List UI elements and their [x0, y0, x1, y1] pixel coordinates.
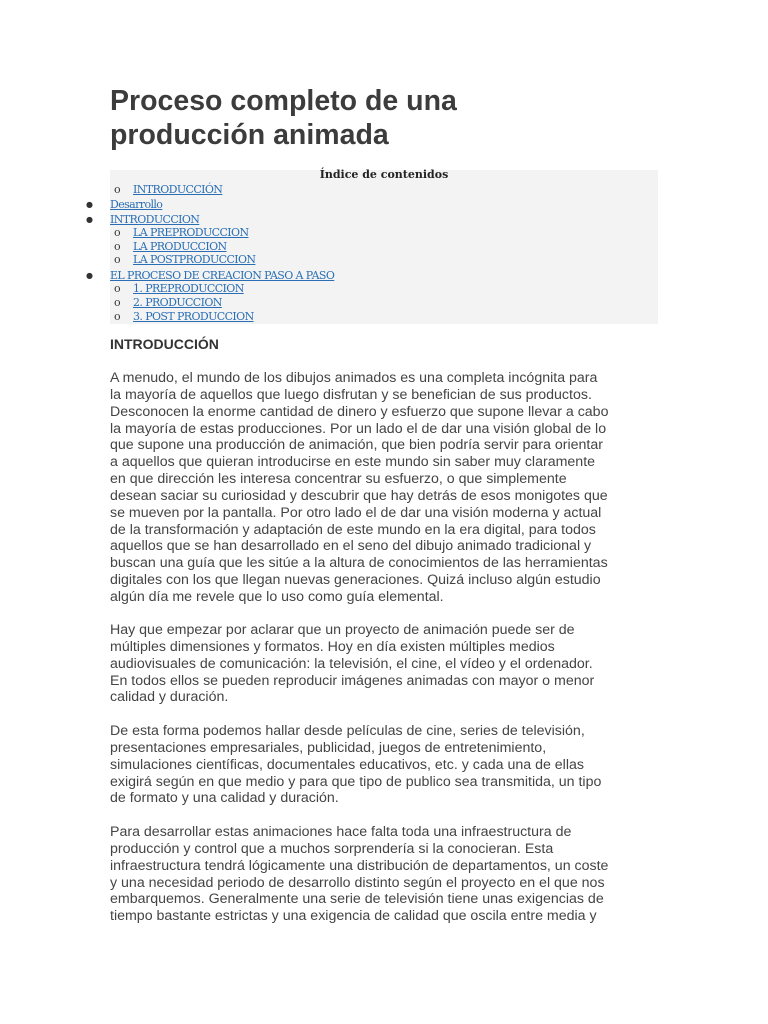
text-line: se mueven por la pantalla. Por otro lado el de dar una visión moderna y actual	[110, 504, 602, 521]
paragraph	[110, 723, 670, 807]
text-line: infraestructura tendrá lógicamente una distribución de departamentos, un coste	[110, 857, 609, 874]
text-line: y una necesidad periodo de desarrollo distinto según el proyecto en el que nos	[110, 874, 605, 891]
text-line: De esta forma podemos hallar desde películas de cine, series de televisión,	[110, 723, 585, 739]
text-line: que supone una producción de animación, que bien podría servir para orientar	[110, 437, 603, 454]
paragraph	[110, 622, 670, 706]
text-line: audiovisuales de comunicación: la televisión, el cine, el vídeo y el ordenador.	[110, 655, 593, 672]
toc-link-introduccion-2[interactable]: INTRODUCCION	[110, 213, 200, 226]
paragraph	[110, 370, 670, 606]
text-line: aquellos que se han desarrollado en el seno del dibujo animado tradicional y	[110, 538, 592, 555]
text-line: Desconocen la enorme cantidad de dinero y esfuerzo que supone llevar a cabo	[110, 403, 609, 420]
text-line: a aquellos que quieran introducirse en este mundo sin saber muy claramente	[110, 454, 596, 471]
toc-marker-hollow: o	[114, 253, 121, 266]
text-line: la mayoría de estas producciones. Por un lado el de dar una visión global de lo	[110, 420, 607, 437]
toc-link-postproduccion[interactable]: LA POSTPRODUCCION	[133, 253, 256, 266]
text-line: la mayoría de aquellos que luego disfrutan y se benefician de sus productos.	[110, 386, 592, 403]
toc-marker-hollow: o	[114, 183, 121, 196]
toc-link-produccion[interactable]: LA PRODUCCION	[133, 240, 227, 253]
text-line: simulaciones científicas, documentales educativos, etc. y cada una de ellas	[110, 756, 584, 773]
toc-link-preproduccion[interactable]: LA PREPRODUCCION	[133, 226, 249, 239]
page-title	[110, 84, 670, 152]
text-line: Hay que empezar por aclarar que un proyecto de animación puede ser de	[110, 622, 575, 638]
text-line: embarquemos. Generalmente una serie de televisión tiene unas exigencias de	[110, 891, 604, 908]
text-line: Para desarrollar estas animaciones hace falta toda una infraestructura de	[110, 824, 572, 840]
toc-link-introduccion[interactable]: INTRODUCCIÓN	[133, 183, 223, 196]
title-line-2: producción animada	[110, 119, 389, 151]
toc-marker-bullet: ●	[86, 215, 93, 224]
toc-marker-hollow: o	[114, 282, 121, 295]
toc-marker-bullet: ●	[86, 271, 93, 280]
text-line: de formato y una calidad y duración.	[110, 790, 339, 807]
text-line: algún día me revele que lo uso como guía elemental.	[110, 588, 444, 605]
text-line: desean saciar su curiosidad y descubrir que hay detrás de esos monigotes que	[110, 487, 608, 504]
paragraph	[110, 824, 670, 925]
title-line-1: Proceso completo de una	[110, 85, 457, 117]
text-line: En todos ellos se pueden reproducir imágenes animadas con mayor o menor	[110, 672, 595, 689]
text-line: producción y control que a muchos sorprendería si la conocieran. Esta	[110, 840, 554, 857]
toc-marker-hollow: o	[114, 226, 121, 239]
toc-marker-hollow: o	[114, 296, 121, 309]
text-line: A menudo, el mundo de los dibujos animados es una completa incógnita para	[110, 370, 598, 386]
text-line: de la transformación y adaptación de este mundo en la era digital, para todos	[110, 521, 596, 538]
toc-link-2-produccion[interactable]: 2. PRODUCCION	[133, 296, 222, 309]
text-line: tiempo bastante estrictas y una exigencia de calidad que oscila entre media y	[110, 908, 597, 925]
text-line: calidad y duración.	[110, 689, 229, 706]
text-line: en que dirección les interesa concentrar su esfuerzo, o que simplemente	[110, 471, 567, 488]
text-line: múltiples dimensiones y formatos. Hoy en día existen múltiples medios	[110, 638, 555, 655]
toc-marker-hollow: o	[114, 240, 121, 253]
text-line: buscan una guía que les sitúe a la altura de conocimientos de las herramientas	[110, 555, 608, 572]
section-heading: INTRODUCCIÓN	[110, 336, 219, 352]
toc-link-1-preproduccion[interactable]: 1. PREPRODUCCION	[133, 282, 244, 295]
toc-link-proceso-creacion[interactable]: EL PROCESO DE CREACION PASO A PASO	[110, 269, 335, 282]
toc-link-desarrollo[interactable]: Desarrollo	[110, 198, 163, 211]
toc-heading: Índice de contenidos	[319, 168, 449, 181]
toc-marker-bullet: ●	[86, 200, 93, 209]
toc-marker-hollow: o	[114, 310, 121, 323]
text-line: presentaciones empresariales, publicidad, juegos de entretenimiento,	[110, 739, 547, 756]
text-line: digitales con los que llegan nuevas generaciones. Quizá incluso algún estudio	[110, 572, 601, 589]
toc-link-3-post-produccion[interactable]: 3. POST PRODUCCION	[133, 310, 254, 323]
text-line: exigirá según en que medio y para que tipo de publico sea transmitida, un tipo	[110, 773, 602, 790]
